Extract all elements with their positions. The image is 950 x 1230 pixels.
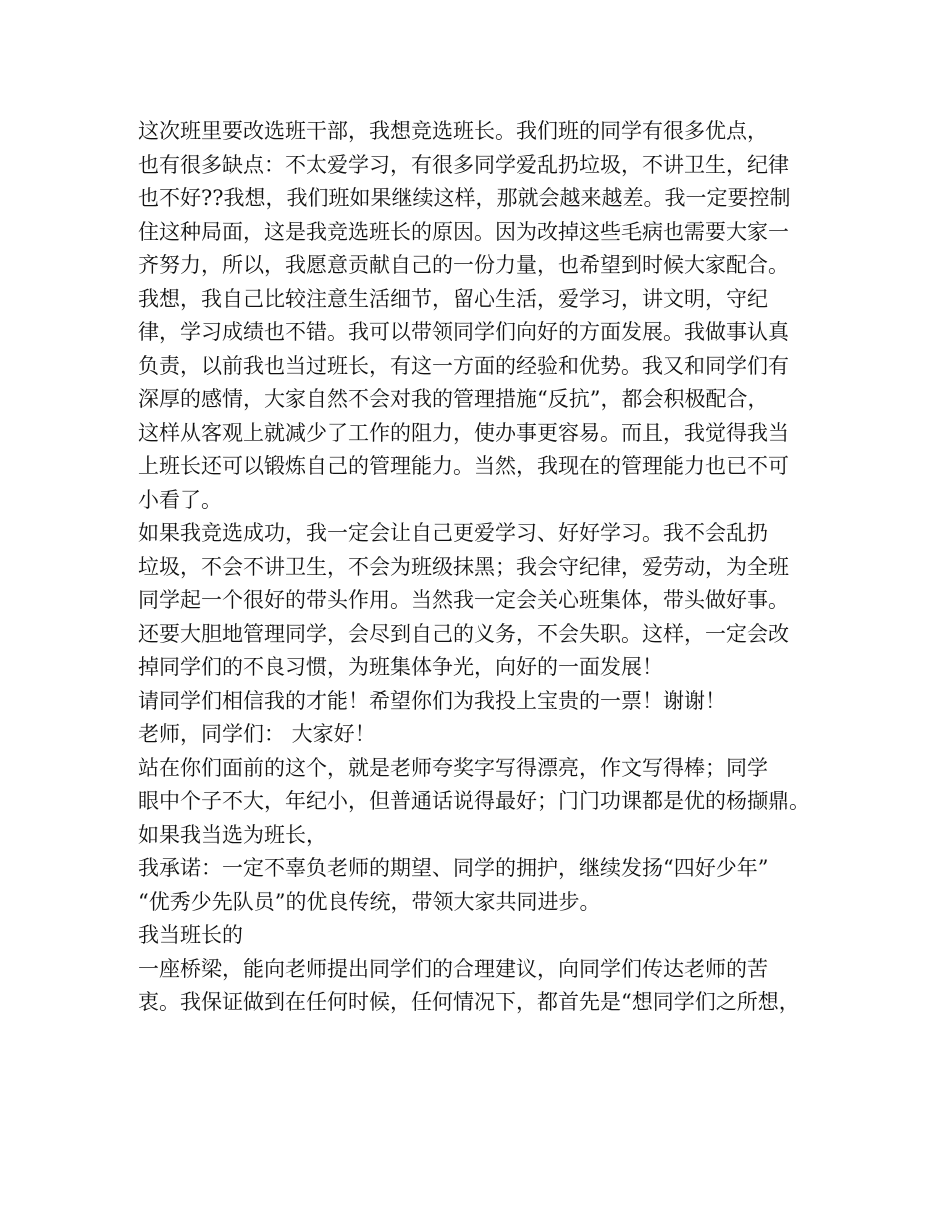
text-line: 请同学们相信我的才能！希望你们为我投上宝贵的一票！谢谢！ (138, 688, 726, 713)
text-line: “优秀少先队员”的优良传统，带领大家共同进步。 (138, 889, 601, 914)
text-line: 齐努力，所以，我愿意贡献自己的一份力量，也希望到时候大家配合。 (138, 253, 789, 277)
text-line: 同学起一个很好的带头作用。当然我一定会关心班集体，带头做好事。 (138, 588, 789, 612)
document-body (138, 115, 818, 1020)
text-line: 我想，我自己比较注意生活细节，留心生活，爱学习，讲文明，守纪 (138, 286, 768, 311)
text-line: 负责，以前我也当过班长，有这一方面的经验和优势。我又和同学们有 (138, 353, 789, 378)
text-line: 如果我竞选成功，我一定会让自己更爱学习、好好学习。我不会乱扔 (138, 521, 768, 545)
text-line: 这样从客观上就减少了工作的阻力，使办事更容易。而且，我觉得我当 (138, 420, 789, 445)
text-line: 住这种局面，这是我竞选班长的原因。因为改掉这些毛病也需要大家一 (138, 219, 789, 244)
text-line: 一座桥梁，能向老师提出同学们的合理建议，向同学们传达老师的苦 (138, 956, 768, 981)
text-line: 还要大胆地管理同学，会尽到自己的义务，不会失职。这样，一定会改 (138, 621, 789, 646)
text-line: 我当班长的 (138, 923, 243, 947)
text-line: 这次班里要改选班干部，我想竞选班长。我们班的同学有很多优点， (138, 119, 768, 143)
text-line: 眼中个子不大，年纪小，但普通话说得最好；门门功课都是优的杨撷鼎。 (138, 789, 810, 813)
text-line: 也不好??我想，我们班如果继续这样，那就会越来越差。我一定要控制 (138, 186, 791, 210)
text-line: 也有很多缺点：不太爱学习，有很多同学爱乱扔垃圾，不讲卫生，纪律 (138, 152, 789, 177)
text-line: 律，学习成绩也不错。我可以带领同学们向好的方面发展。我做事认真 (138, 320, 789, 344)
text-line: 上班长还可以锻炼自己的管理能力。当然，我现在的管理能力也已不可 (138, 454, 789, 478)
text-line: 衷。我保证做到在任何时候，任何情况下，都首先是“想同学们之所想， (138, 990, 800, 1014)
text-line: 站在你们面前的这个，就是老师夸奖字写得漂亮，作文写得棒；同学 (138, 755, 768, 780)
text-line: 我承诺：一定不辜负老师的期望、同学的拥护，继续发扬“四好少年” (138, 856, 769, 880)
text-line: 垃圾，不会不讲卫生，不会为班级抹黑；我会守纪律，爱劳动，为全班 (138, 554, 789, 579)
text-line: 如果我当选为班长， (138, 822, 327, 847)
text-line: 深厚的感情，大家自然不会对我的管理措施“反抗”，都会积极配合， (138, 387, 769, 411)
text-line: 老师，同学们： 大家好！ (138, 722, 376, 746)
text-line: 小看了。 (138, 487, 222, 512)
text-line: 掉同学们的不良习惯，为班集体争光，向好的一面发展！ (138, 655, 663, 679)
